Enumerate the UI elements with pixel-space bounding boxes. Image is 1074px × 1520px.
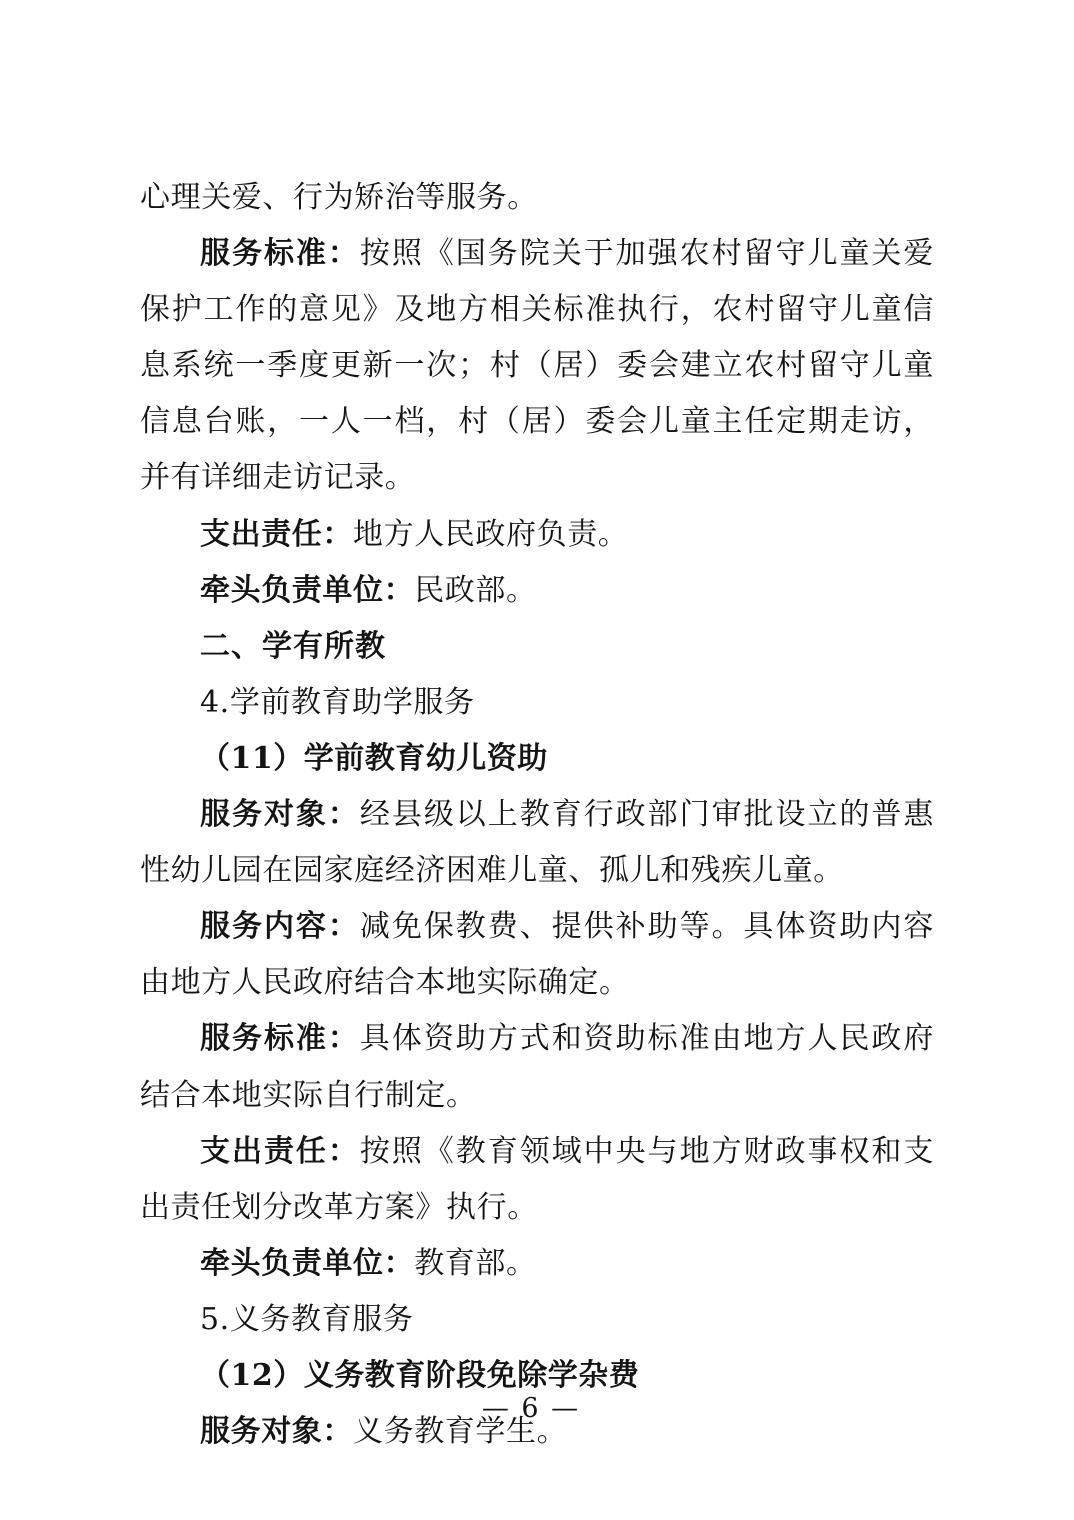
document-body (140, 170, 934, 1460)
paragraph-lead-label: 牵头负责单位： (200, 572, 415, 608)
paragraph-lead-unit-1 (140, 563, 934, 619)
paragraph-lead-label: 支出责任： (200, 1133, 360, 1169)
paragraph-text: 教育部。 (414, 1245, 537, 1281)
paragraph-text: 民政部。 (414, 572, 537, 608)
paragraph-text: 心理关爱、行为矫治等服务。 (140, 180, 538, 215)
subsection-5-title: 5.义务教育服务 (200, 1301, 414, 1337)
paragraph-expenditure-responsibility-2 (140, 1124, 934, 1236)
paragraph-text: 按照《教育领域中央与地方财政事权和支出责任划分改革方案》执行。 (140, 1133, 935, 1225)
item-12-title: （12）义务教育阶段免除学杂费 (200, 1357, 640, 1393)
paragraph-lead-label: 服务标准： (200, 1021, 360, 1057)
paragraph-lead-label: 服务内容： (200, 909, 360, 945)
paragraph-lead-label: 服务标准： (200, 236, 360, 272)
paragraph-lead-label: 支出责任： (200, 516, 353, 552)
paragraph-text: 具体资助方式和资助标准由地方人民政府结合本地实际自行制定。 (140, 1021, 935, 1113)
paragraph-text: 经县级以上教育行政部门审批设立的普惠性幼儿园在园家庭经济困难儿童、孤儿和残疾儿童。 (140, 797, 935, 889)
paragraph-service-standard-1 (140, 226, 934, 506)
paragraph-expenditure-responsibility-1 (140, 507, 934, 563)
paragraph-service-content-1 (140, 899, 934, 1011)
subsection-4-title: 4.学前教育助学服务 (200, 684, 475, 720)
paragraph-lead-unit-2 (140, 1236, 934, 1292)
item-11-title: （11）学前教育幼儿资助 (200, 740, 548, 776)
paragraph-text: 减免保教费、提供补助等。具体资助内容由地方人民政府结合本地实际确定。 (140, 909, 935, 1001)
paragraph-continuation (140, 170, 934, 226)
paragraph-text: 义务教育学生。 (353, 1414, 568, 1450)
page-number (0, 1393, 1074, 1424)
section-heading-two: 二、学有所教 (200, 628, 386, 664)
paragraph-lead-label: 服务对象： (200, 1414, 353, 1450)
paragraph-service-standard-2 (140, 1011, 934, 1123)
paragraph-service-target-1 (140, 787, 934, 899)
paragraph-lead-label: 牵头负责单位： (200, 1245, 415, 1281)
page-number-text: — 6 — (481, 1393, 581, 1424)
paragraph-lead-label: 服务对象： (200, 797, 360, 833)
paragraph-text: 地方人民政府负责。 (353, 516, 629, 552)
paragraph-text: 按照《国务院关于加强农村留守儿童关爱保护工作的意见》及地方相关标准执行，农村留守儿童信息系统一季度更新一次；村（居）委会建立农村留守儿童信息台账，一人一档，村（居）委会儿童主任定期走访，并有详细走访记录。 (140, 236, 935, 496)
